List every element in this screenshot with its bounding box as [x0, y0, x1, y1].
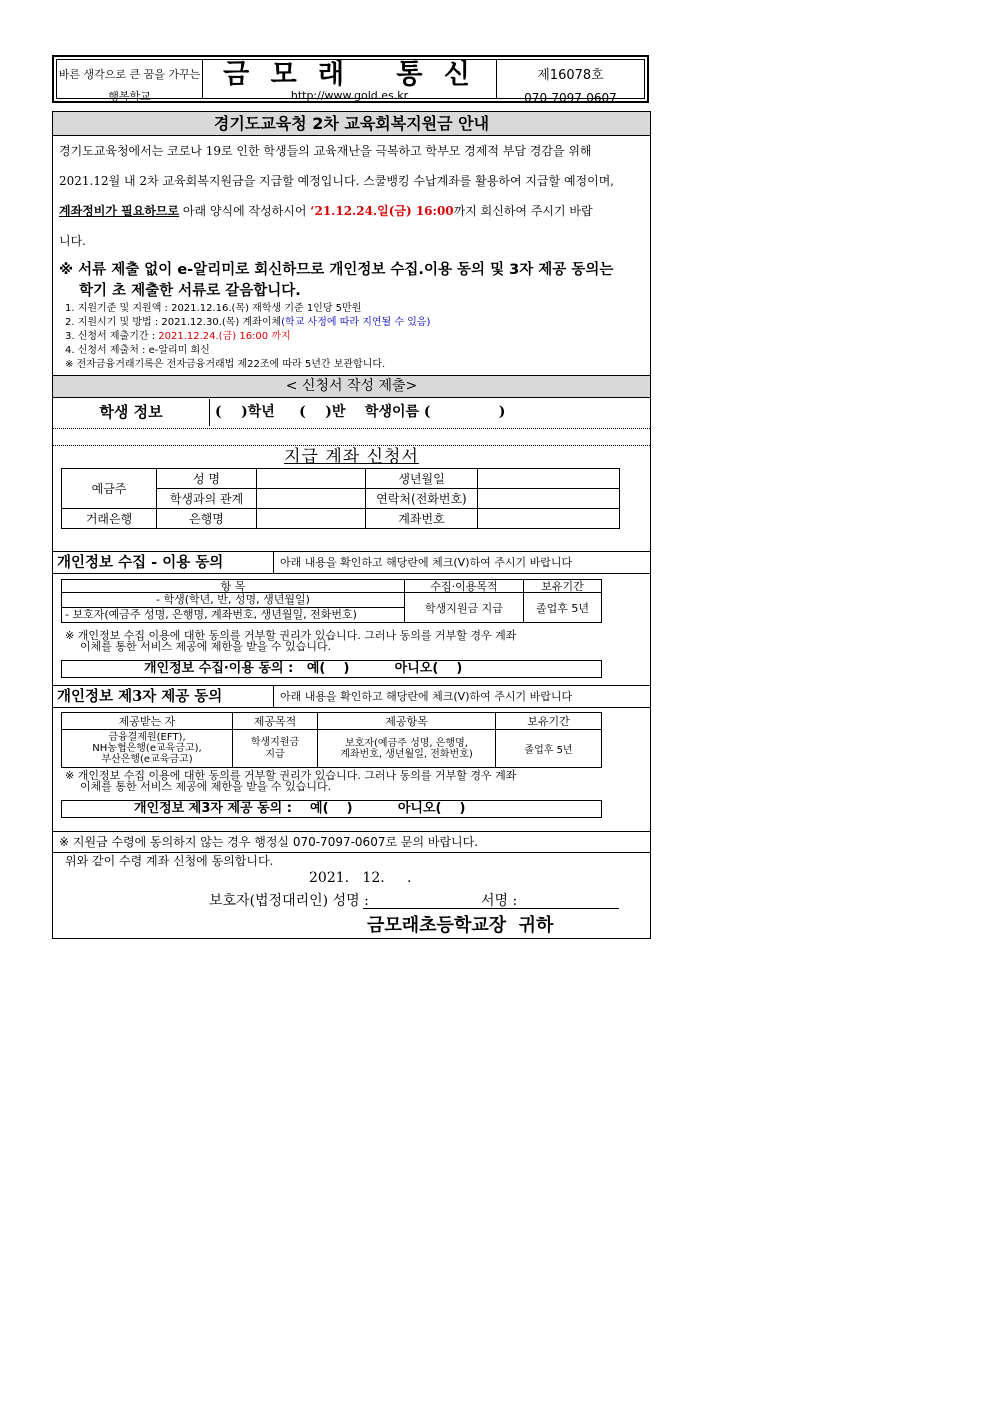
consent-collection-header — [53, 551, 650, 574]
application-section-title: < 신청서 작성 제출> — [53, 375, 650, 398]
guardian-label: 보호자(법정대리인) 성명 : — [209, 893, 369, 909]
consent-collection-heading: 개인정보 수집 - 이용 동의 — [57, 554, 224, 571]
account-field[interactable] — [478, 509, 620, 529]
item-row-student: - 학생(학년, 반, 성명, 생년월일) — [62, 593, 405, 608]
para-line-3 — [59, 196, 645, 226]
col-purpose: 수집·이용목적 — [405, 580, 524, 593]
period-value: 졸업후 5년 — [524, 593, 602, 623]
consent-collection-desc: 아래 내용을 확인하고 해당란에 체크(V)하여 주시기 바랍니다 — [273, 552, 650, 573]
dob-field[interactable] — [478, 469, 620, 489]
depositor-label: 예금주 — [62, 469, 157, 509]
consent-collection-checkbox[interactable]: 개인정보 수집·이용 동의 : 예( ) 아니오( ) — [61, 660, 602, 678]
note-line-2: 이체를 통한 서비스 제공에 제한을 받을 수 있습니다. — [80, 780, 332, 793]
note-line-2: 이체를 통한 서비스 제공에 제한을 받을 수 있습니다. — [80, 640, 332, 653]
bank-name-label: 은행명 — [157, 509, 257, 529]
items-line: 보호자(예금주 성명, 은행명, — [345, 737, 468, 749]
recipient-line: 부산은행(e교육금고) — [101, 754, 193, 765]
dob-label: 생년월일 — [366, 469, 478, 489]
consent-thirdparty-table — [61, 712, 602, 768]
consent-thirdparty-desc: 아래 내용을 확인하고 해당란에 체크(V)하여 주시기 바랍니다 — [273, 686, 650, 707]
notice-paragraph — [59, 136, 645, 256]
issue-number: 제16078호 — [537, 68, 604, 83]
col-period: 보유기간 — [524, 580, 602, 593]
student-info-row — [53, 399, 650, 426]
sign-date: 2021. 12. . — [309, 870, 412, 886]
bank-label: 거래은행 — [62, 509, 157, 529]
item-3 — [65, 330, 430, 344]
col-retention: 보유기간 — [496, 713, 602, 730]
website-url: http://www.gold.es.kr — [290, 89, 409, 102]
consent-thirdparty-header — [53, 685, 650, 708]
item-3-label: 3. 신청서 제출기간 : — [65, 331, 159, 342]
name-label: 성 명 — [157, 469, 257, 489]
inquiry-notice: ※ 지원금 수령에 동의하지 않는 경우 행정실 070-7097-0607로 문의 바랍니다. — [53, 831, 650, 853]
item-2-note: (학교 사정에 따라 지연될 수 있음) — [281, 317, 431, 328]
form-title-wrap — [53, 442, 650, 467]
school-phone: 070-7097-0607 — [524, 91, 617, 105]
motto-line1: 바른 생각으로 큰 꿈을 가꾸는 — [58, 68, 201, 81]
recipient-value — [62, 730, 233, 768]
bold-notice-line2: 학기 초 제출한 서류로 갈음합니다. — [79, 283, 301, 299]
item-4: 4. 신청서 제출처 : e-알리미 회신 — [65, 345, 210, 356]
recipient-line: 금융결제원(EFT), — [108, 732, 186, 743]
purpose-line: 지급 — [265, 748, 285, 760]
item-row-guardian: - 보호자(예금주 성명, 은행명, 계좌번호, 생년월일, 전화번호) — [62, 608, 405, 623]
bank-name-field[interactable] — [257, 509, 366, 529]
notice-document — [52, 111, 651, 939]
notice-title: 경기도교육청 2차 교육회복지원금 안내 — [53, 112, 650, 136]
principal-addressee: 금모래초등학교장 귀하 — [367, 915, 554, 936]
bold-notice-line1: ※ 서류 제출 없이 e-알리미로 회신하므로 개인정보 수집.이용 동의 및 3자 제공 동의는 — [59, 262, 614, 278]
item-3-deadline: 2021.12.24.(금) 16:00 까지 — [158, 331, 291, 342]
bold-notice — [59, 260, 613, 302]
retention-value: 졸업후 5년 — [496, 730, 602, 768]
account-form-table — [61, 468, 620, 529]
item-1: 1. 지원기준 및 지원액 : 2021.12.16.(목) 재학생 기준 1인당 5만원 — [65, 303, 362, 314]
para-line-2: 2021.12월 내 2차 교육회복지원금을 지급할 예정입니다. 스쿨뱅킹 수납계좌를 활용하여 지급할 예정이며, — [59, 174, 615, 188]
signature-label: 서명 : — [481, 893, 518, 909]
relation-field[interactable] — [257, 489, 366, 509]
school-motto — [57, 60, 203, 103]
deadline-text: ‘21.12.24.일(금) 16:00 — [310, 204, 454, 218]
item-2 — [65, 316, 430, 330]
provide-purpose-value — [233, 730, 318, 768]
dotted-divider — [53, 428, 650, 429]
support-items — [65, 302, 430, 372]
newsletter-title: 금 모 래 통 신 — [223, 59, 476, 90]
note-line-1: ※ 개인정보 수집 이용에 대한 동의를 거부할 권리가 있습니다. 그러나 동의를 거부할 경우 계좌 — [65, 629, 517, 642]
consent-thirdparty-heading: 개인정보 제3자 제공 동의 — [57, 688, 223, 705]
motto-line2: 행복학교 — [108, 90, 151, 103]
student-info-divider — [209, 399, 210, 426]
issue-info — [497, 60, 644, 105]
newsletter-title-block — [203, 59, 497, 102]
recipient-line: NH농협은행(e교육금고), — [92, 743, 202, 754]
purpose-line: 학생지원금 — [250, 736, 300, 748]
agree-statement: 위와 같이 수령 계좌 신청에 동의합니다. — [65, 854, 274, 868]
student-info-label: 학생 정보 — [99, 403, 163, 421]
col-provide-purpose: 제공목적 — [233, 713, 318, 730]
note-line-1: ※ 개인정보 수집 이용에 대한 동의를 거부할 권리가 있습니다. 그러나 동의를 거부할 경우 계좌 — [65, 769, 517, 782]
consent-thirdparty-note — [65, 770, 645, 792]
col-provide-items: 제공항목 — [318, 713, 496, 730]
consent-thirdparty-checkbox[interactable]: 개인정보 제3자 제공 동의 : 예( ) 아니오( ) — [61, 800, 602, 818]
para-line-3-mid: 아래 양식에 작성하시어 — [179, 204, 311, 218]
purpose-value: 학생지원금 지급 — [405, 593, 524, 623]
consent-collection-table — [61, 579, 602, 623]
consent-collection-note — [65, 630, 645, 652]
relation-label: 학생과의 관계 — [157, 489, 257, 509]
para-line-3-end: 까지 회신하여 주시기 바랍 — [453, 204, 593, 218]
para-line-1: 경기도교육청에서는 코로나 19로 인한 학생들의 교육재난을 극복하고 학부모 경제적 부담 경감을 위해 — [59, 144, 592, 158]
account-label: 계좌번호 — [366, 509, 478, 529]
newsletter-header — [52, 55, 649, 103]
account-needed-text: 계좌정비가 필요하므로 — [59, 204, 180, 218]
para-line-4: 니다. — [59, 234, 86, 248]
item-note: ※ 전자금융거래기록은 전자금융거래법 제22조에 따라 5년간 보관합니다. — [65, 359, 386, 370]
contact-field[interactable] — [478, 489, 620, 509]
col-recipient: 제공받는 자 — [62, 713, 233, 730]
item-2-text: 2. 지원시기 및 방법 : 2021.12.30.(목) 계좌이체 — [65, 317, 282, 328]
provide-items-value — [318, 730, 496, 768]
name-field[interactable] — [257, 469, 366, 489]
items-line: 계좌번호, 생년월일, 전화번호) — [340, 748, 473, 760]
col-item: 항 목 — [62, 580, 405, 593]
account-form-title: 지급 계좌 신청서 — [284, 447, 419, 467]
contact-label: 연락처(전화번호) — [366, 489, 478, 509]
signature-underline — [363, 908, 619, 909]
student-info-field[interactable]: ( )학년 ( )반 학생이름 ( ) — [215, 404, 506, 420]
